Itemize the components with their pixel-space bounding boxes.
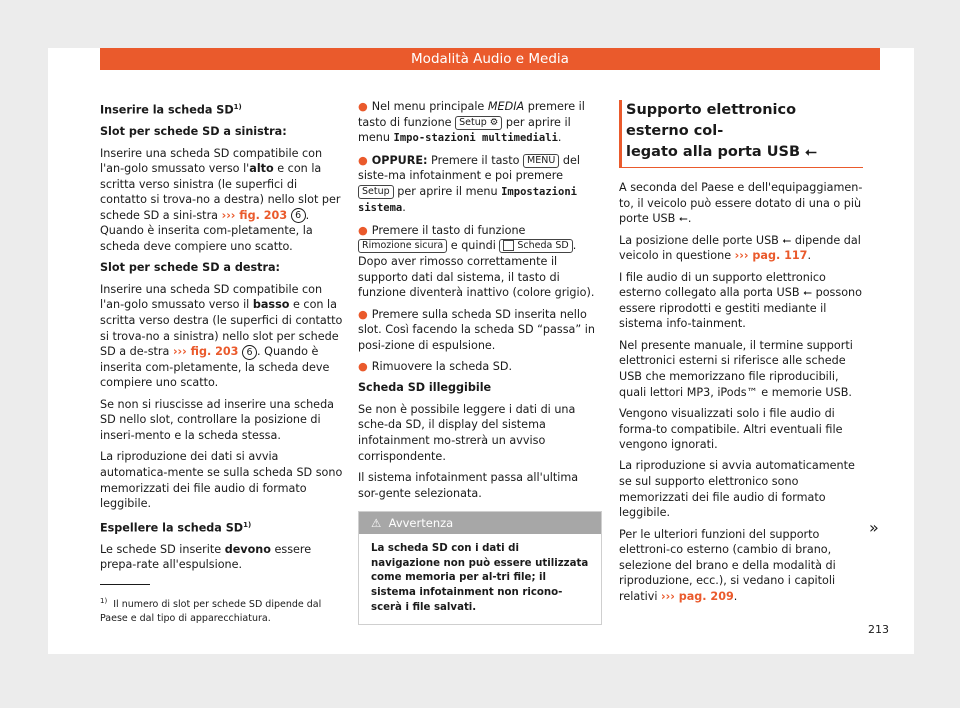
continue-arrow: » <box>869 518 879 537</box>
list-item: ● Premere il tasto di funzione Rimozione sicura e quindi Scheda SD . Dopo aver rimosso correttamente il supporto dati dal sistema, il tasto di funzione diventerà inattivo (colore grigio). <box>358 223 595 300</box>
usb-icon: ⭠ <box>805 144 817 160</box>
usb-icon: ⭠ <box>782 233 792 247</box>
page-link[interactable]: ››› pag. 209 <box>660 590 734 604</box>
sd-card-icon <box>503 240 514 251</box>
warning-icon: ⚠ <box>371 516 382 531</box>
bullet-icon: ● <box>358 100 368 113</box>
manual-page <box>48 48 914 654</box>
list-item: ● Rimuovere la scheda SD. <box>358 360 513 374</box>
warning-header: ⚠ Avvertenza <box>359 512 601 534</box>
title-underline <box>619 167 863 168</box>
usb-icon: ⭠ <box>803 286 813 300</box>
list-item: ● OPPURE: Premere il tasto MENU del siste-ma infotainment e poi premere Setup per aprire il menu Impostazioni sistema. <box>358 153 580 215</box>
paragraph-unreadable: Se non è possibile leggere i dati di una sche-da SD, il display del sistema infotainment mo-strerà un avviso corrispondente. <box>358 402 576 463</box>
usb-icon: ⭠ <box>678 212 688 226</box>
figure-callout: 6 <box>291 208 306 223</box>
list-item: ● Premere sulla scheda SD inserita nello slot. Così facendo la scheda SD “passa” in posi-zione di espulsione. <box>358 307 595 352</box>
setup-button[interactable]: Setup <box>358 185 394 199</box>
footnote-divider <box>100 584 150 585</box>
section-banner: Modalità Audio e Media <box>100 48 880 70</box>
gear-icon: ⚙ <box>489 116 499 128</box>
footnote-ref: 1) <box>233 103 242 111</box>
bullet-icon: ● <box>358 307 368 321</box>
figure-link[interactable]: ››› fig. 203 <box>172 345 239 359</box>
figure-link[interactable]: ››› fig. 203 <box>221 208 288 222</box>
sd-card-button[interactable]: Scheda SD <box>499 239 572 253</box>
page-link[interactable]: ››› pag. 117 <box>734 249 808 263</box>
bullet-icon: ● <box>358 223 368 237</box>
paragraph-usb-ports: A seconda del Paese e dell'equipaggiamen-to, il veicolo può essere dotato di una o più porte USB ⭠. <box>619 181 863 226</box>
footnote-ref: 1) <box>243 520 252 529</box>
heading-right-slot: Slot per schede SD a destra: <box>100 261 280 275</box>
column-left <box>100 100 344 579</box>
paragraph-formats: Vengono visualizzati solo i file audio di forma-to compatibile. Altri eventuali file vengono ignorati. <box>619 406 843 452</box>
column-middle <box>358 99 602 625</box>
bullet-icon: ● <box>358 153 368 167</box>
paragraph-last-source: Il sistema infotainment passa all'ultima sor-gente selezionata. <box>358 471 579 500</box>
footnote: $^{1)}$ Il numero di slot per schede SD dipende dal Paese e dal tipo di apparecchiatura. <box>100 584 340 625</box>
paragraph-eject: Le schede SD inserite devono essere prepa-rate all'espulsione. <box>100 542 312 572</box>
column-right <box>619 100 863 610</box>
list-item: ● Nel menu principale MEDIA premere il tasto di funzione Setup ⚙ per aprire il menu Impo-stazioni multimediali. <box>358 100 585 145</box>
bullet-icon: ● <box>358 360 368 374</box>
paragraph-autoplay-usb: La riproduzione si avvia automaticamente se sul supporto elettronico sono memorizzati dei file audio di formato leggibile. <box>619 459 855 520</box>
page-number: 213 <box>868 623 889 636</box>
paragraph-usb-position: La posizione delle porte USB ⭠ dipende dal veicolo in questione ››› pag. 117. <box>619 233 861 263</box>
warning-text: La scheda SD con i dati di navigazione non può essere utilizzata come memoria per al-tri file; il sistema infotainment non ricono-scerà i file salvati. <box>371 543 589 613</box>
menu-button[interactable]: MENU <box>523 154 559 168</box>
paragraph-usb-audio: I file audio di un supporto elettronico esterno collegato alla porta USB ⭠ possono essere riprodotti e gestiti mediante il sistema info-tainment. <box>619 270 862 331</box>
paragraph-right-slot: Inserire una scheda SD compatibile con l'an-golo smussato verso il basso e con la scritta verso destra (le superfici di contatto si trova-no a sinistra) nello slot per schede SD a de-stra ››› fig. 203 6 . Quando è inserita com-pletamente, la scheda deve compiere uno scatto. <box>100 282 343 390</box>
paragraph-further: Per le ulteriori funzioni del supporto elettroni-co esterno (cambio di brano, selezione del brano e della modalità di riproduzione, ecc.), si vedano i capitoli relativi ››› pag. 209. <box>619 527 836 604</box>
warning-box <box>358 511 602 625</box>
paragraph-left-slot: Inserire una scheda SD compatibile con l'an-golo smussato verso l'alto e con la scritta verso sinistra (le superfici di contatto si trova-no a destra) nello slot per schede SD a sini-stra ››› fig. 203 6 . Quando è inserita com-pletamente, la scheda deve compiere uno scatto. <box>100 146 341 254</box>
safe-removal-button[interactable]: Rimozione sicura <box>358 239 447 253</box>
paragraph-insert-failure: Se non si riuscisse ad inserire una scheda SD nello slot, controllare la posizione di inseri-mento e la scheda stessa. <box>100 397 335 442</box>
heading-insert-sd: Inserire la scheda SD$^{1)}$ <box>100 103 242 117</box>
figure-callout: 6 <box>242 345 257 360</box>
setup-button[interactable]: Setup ⚙ <box>455 116 502 130</box>
heading-eject-sd: Espellere la scheda SD$^{1)}$ <box>100 520 252 535</box>
heading-left-slot: Slot per schede SD a sinistra: <box>100 125 287 139</box>
section-title: Supporto elettronico esterno col- legato alla porta USB ⭠ <box>619 100 863 168</box>
paragraph-autoplay: La riproduzione dei dati si avvia automatica-mente se sulla scheda SD sono memorizzati dei file audio di formato leggibile. <box>100 450 343 511</box>
paragraph-definition: Nel presente manuale, il termine supporti elettronici esterni si riferisce alle schede USB che memorizzano file riproducibili, quali lettori MP3, iPods™ e memorie USB. <box>619 338 853 399</box>
heading-unreadable: Scheda SD illeggibile <box>358 381 492 395</box>
